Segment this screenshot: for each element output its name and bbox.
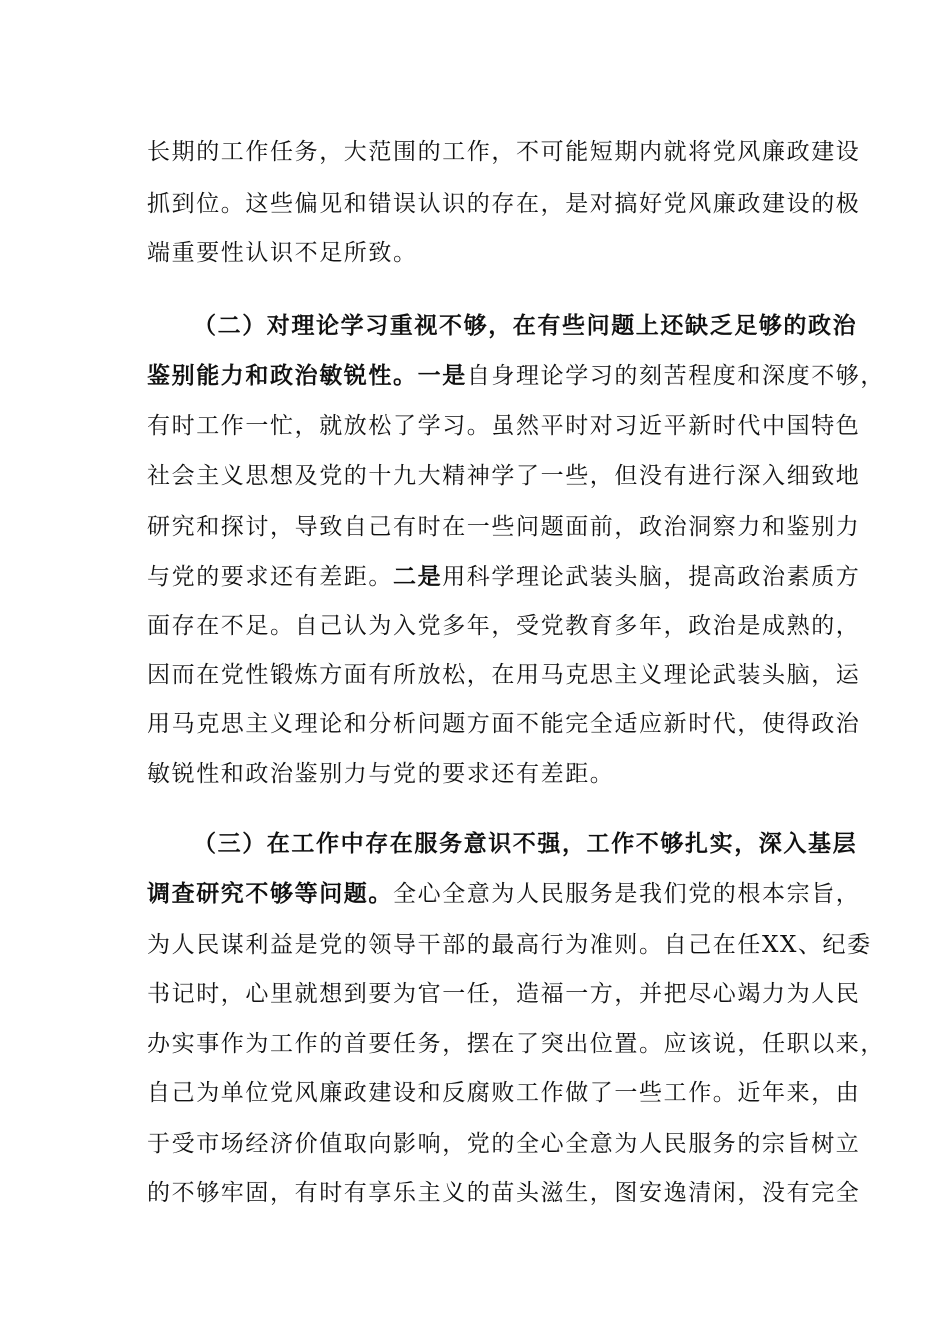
text-run: （二）对理论学习重视不够，在有些问题上还缺乏足够的政治: [193, 312, 858, 339]
text-run: 与党的要求还有差距。: [147, 564, 393, 590]
text-run: 因而在党性锻炼方面有所放松，在用马克思主义理论武装头脑，运: [147, 662, 861, 688]
text-line: [147, 979, 860, 1009]
text-line: [147, 930, 872, 960]
text-line: [147, 562, 860, 592]
text-run: 用马克思主义理论和分析问题方面不能完全适应新时代，使得政治: [147, 711, 861, 737]
text-run: 二是: [393, 563, 443, 590]
text-run: 一是: [417, 362, 467, 389]
text-run: （三）在工作中存在服务意识不强，工作不够扎实，深入基层: [193, 830, 858, 857]
text-line: [147, 1178, 860, 1208]
text-line: [147, 189, 860, 219]
text-line: [147, 238, 418, 268]
text-run: 自身理论学习的刻苦程度和深度不够，: [466, 363, 886, 389]
text-run: 有时工作一忙，就放松了学习。虽然平时对习近平新时代中国特色: [147, 413, 861, 439]
text-run: 抓到位。这些偏见和错误认识的存在，是对搞好党风廉政建设的极: [147, 191, 861, 217]
text-run: 调查研究不够等问题。: [147, 880, 393, 907]
text-line: [147, 759, 614, 789]
text-run: 的不够牢固，有时有享乐主义的苗头滋生，图安逸清闲，没有完全: [147, 1180, 861, 1206]
text-run: 社会主义思想及党的十九大精神学了一些，但没有进行深入细致地: [147, 463, 861, 489]
text-run: 为人民谋利益是党的领导干部的最高行为准则。自己在任XX、纪委: [147, 932, 872, 958]
text-line: [147, 1078, 860, 1108]
text-run: 长期的工作任务，大范围的工作，不可能短期内就将党风廉政建设: [147, 139, 861, 165]
text-line: [147, 512, 860, 542]
text-run: 全心全意为人民服务是我们党的根本宗旨，: [393, 881, 861, 907]
text-line: [147, 137, 860, 167]
text-line: [147, 411, 860, 441]
text-line: [147, 361, 885, 391]
text-run: 书记时，心里就想到要为官一任，造福一方，并把尽心竭力为人民: [147, 981, 861, 1007]
section-heading: [193, 829, 857, 859]
text-run: 鉴别能力和政治敏锐性。: [147, 362, 418, 389]
text-line: [147, 709, 860, 739]
text-run: 办实事作为工作的首要任务，摆在了突出位置。应该说，任职以来，: [147, 1031, 885, 1057]
text-run: 端重要性认识不足所致。: [147, 240, 418, 266]
text-run: 自己为单位党风廉政建设和反腐败工作做了一些工作。近年来，由: [147, 1080, 861, 1106]
text-run: 用科学理论武装头脑，提高政治素质方: [442, 564, 861, 590]
text-line: [147, 879, 860, 909]
text-line: [147, 1029, 885, 1059]
text-run: 研究和探讨，导致自己有时在一些问题面前，政治洞察力和鉴别力: [147, 514, 861, 540]
text-run: 面存在不足。自己认为入党多年，受党教育多年，政治是成熟的，: [147, 613, 861, 639]
text-run: 敏锐性和政治鉴别力与党的要求还有差距。: [147, 761, 615, 787]
text-line: [147, 611, 860, 641]
text-line: [147, 660, 860, 690]
text-line: [147, 1129, 860, 1159]
text-line: [147, 461, 860, 491]
section-heading: [193, 311, 857, 341]
text-run: 于受市场经济价值取向影响，党的全心全意为人民服务的宗旨树立: [147, 1131, 861, 1157]
